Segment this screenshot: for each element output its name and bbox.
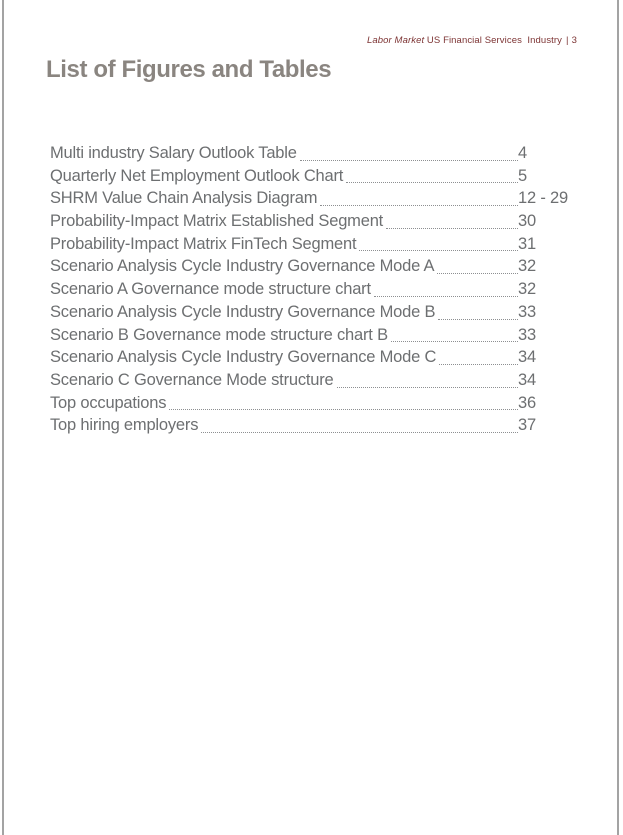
toc-entry-row <box>50 142 610 165</box>
toc-entry-page: 34 <box>518 370 536 389</box>
toc-entry-row <box>50 187 610 210</box>
toc-entry-label: Top occupations <box>50 393 167 412</box>
toc-entry-page: 34 <box>518 348 536 367</box>
toc-leader-dots <box>346 182 518 183</box>
toc-entry-row <box>50 324 610 347</box>
running-header <box>0 24 577 57</box>
toc-leader-dots <box>300 160 518 161</box>
toc-entry-page: 32 <box>518 257 536 276</box>
toc-entry-page: 36 <box>518 393 536 412</box>
toc-entry-label: Scenario B Governance mode structure chart B <box>50 325 388 344</box>
toc-entry-row <box>50 210 610 233</box>
toc-entry-label: Probability-Impact Matrix Established Segment <box>50 212 384 231</box>
toc-entry-label: Probability-Impact Matrix FinTech Segment <box>50 234 357 253</box>
toc-entry-row <box>50 301 610 324</box>
toc-entry-label: Multi industry Salary Outlook Table <box>50 144 297 162</box>
toc-entry-page: 31 <box>518 234 536 253</box>
toc-entry-label: Scenario Analysis Cycle Industry Governance Mode A <box>50 257 435 276</box>
header-divider: | <box>566 35 569 46</box>
page-title: List of Figures and Tables <box>46 56 332 83</box>
list-of-figures-and-tables <box>50 142 610 437</box>
toc-leader-dots <box>391 341 518 342</box>
toc-entry-label: SHRM Value Chain Analysis Diagram <box>50 189 318 208</box>
toc-entry-label: Scenario A Governance mode structure chart <box>50 280 371 299</box>
toc-leader-dots <box>386 228 518 229</box>
toc-entry-page: 30 <box>518 212 536 231</box>
toc-leader-dots <box>320 205 518 206</box>
toc-entry-label: Scenario C Governance Mode structure <box>50 370 334 389</box>
header-report-title: US Financial Services Industry <box>424 35 563 46</box>
toc-entry-row <box>50 369 610 392</box>
toc-leader-dots <box>438 319 518 320</box>
toc-entry-page: 33 <box>518 325 536 344</box>
toc-entry-page: 32 <box>518 280 536 299</box>
toc-entry-page: 33 <box>518 302 536 321</box>
toc-entry-label: Scenario Analysis Cycle Industry Governance Mode C <box>50 348 437 367</box>
toc-leader-dots <box>359 250 518 251</box>
toc-leader-dots <box>374 296 518 297</box>
toc-leader-dots <box>169 409 518 410</box>
toc-entry-page: 37 <box>518 416 536 435</box>
toc-entry-row <box>50 165 610 188</box>
toc-leader-dots <box>437 273 518 274</box>
toc-entry-label: Top hiring employers <box>50 416 199 435</box>
toc-entry-row <box>50 392 610 415</box>
toc-entry-label: Scenario Analysis Cycle Industry Governance Mode B <box>50 302 436 321</box>
toc-entry-page: 12 - 29 <box>518 189 568 208</box>
toc-leader-dots <box>337 387 518 388</box>
toc-leader-dots <box>439 364 518 365</box>
toc-entry-page: 4 <box>518 144 527 162</box>
toc-entry-row <box>50 346 610 369</box>
toc-entry-page: 5 <box>518 166 527 185</box>
toc-entry-row <box>50 414 610 437</box>
toc-entry-row <box>50 278 610 301</box>
toc-leader-dots <box>201 432 518 433</box>
header-page-number: 3 <box>571 35 577 46</box>
toc-entry-row <box>50 233 610 256</box>
page-left-edge-line <box>2 0 4 835</box>
header-report-series: Labor Market <box>367 35 425 46</box>
toc-entry-row <box>50 255 610 278</box>
page-right-edge-line <box>617 0 619 835</box>
toc-entry-label: Quarterly Net Employment Outlook Chart <box>50 166 344 185</box>
